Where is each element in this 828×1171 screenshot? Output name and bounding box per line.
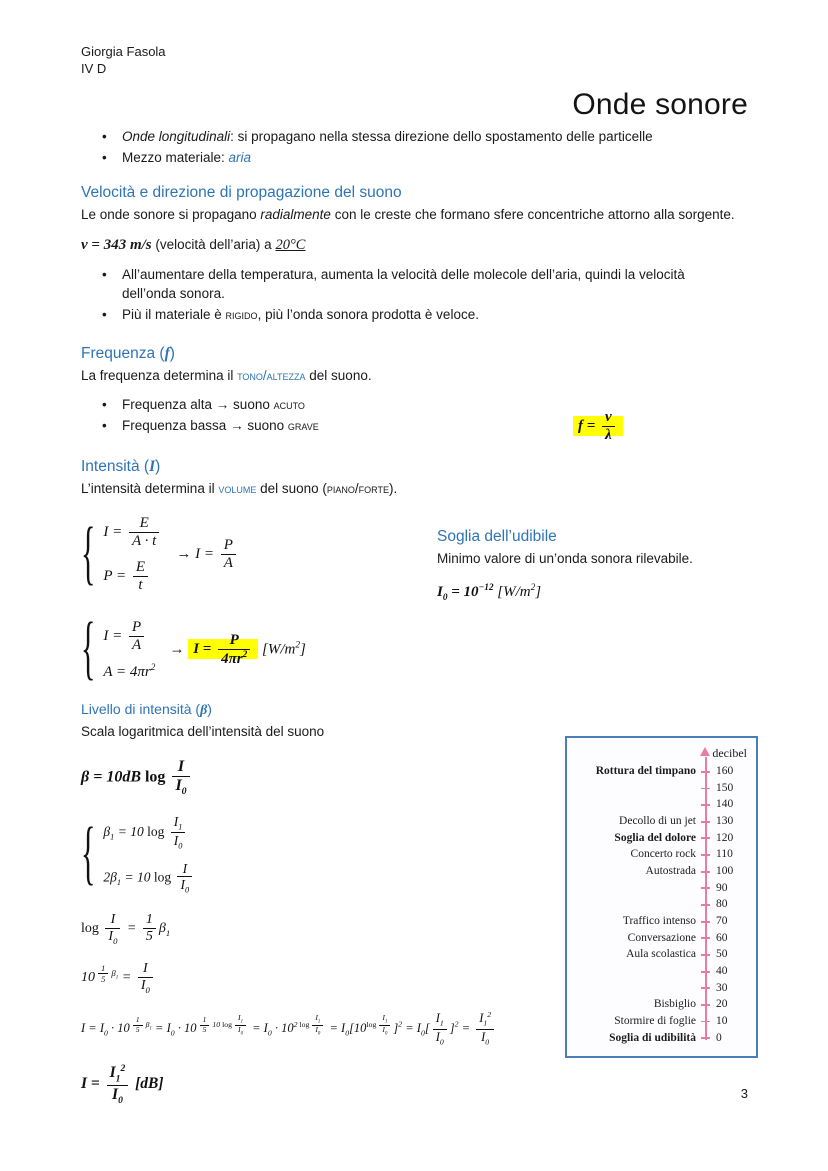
decibel-level-row [573,1016,748,1028]
decibel-level-label: Autostrada [645,864,696,877]
livello-paragraph: Scala logaritmica dell’intensità del suono [81,724,325,740]
heading-intensita [81,458,748,476]
frequenza-pre: La frequenza determina il [81,368,238,384]
decibel-level-row [573,933,748,945]
formula-power-energy: P = $\frac{E}{t}$ [103,559,151,595]
decibel-level-value: 40 [716,964,728,977]
freq-alta-pre: Frequenza alta → suono [122,397,274,413]
decibel-level-value: 140 [716,798,734,811]
bullet-mezzo-materiale [81,149,748,168]
decibel-level-value: 10 [716,1014,728,1027]
frequenza-paragraph [81,367,748,386]
velocita-paragraph [81,206,748,225]
decibel-level-label: Stormire di foglie [614,1014,696,1027]
freq-alta-caps: acuto [273,397,305,413]
intensita-post: ). [388,480,398,496]
freq-bassa-caps: grave [287,417,319,433]
decibel-level-value: 120 [716,831,734,844]
document-header [81,44,748,78]
decibel-scale-figure [565,736,758,1058]
heading-frequenza-symbol: f [164,345,170,363]
decibel-axis-caption: decibel [712,746,747,760]
velocita-text-italic: radialmente [260,206,331,222]
decibel-axis-arrow-icon [700,747,710,756]
heading-intensita-post: ) [155,457,161,475]
decibel-level-row [573,849,748,861]
speed-value: v = 343 m/s [81,237,152,254]
velocita-text-pre: Le onde sonore si propagano [81,206,261,222]
intensita-mid: del suono ( [256,480,327,496]
decibel-level-row [573,899,748,911]
formula-2beta1: $2\beta_1 = 10$ log $\frac{I}{I_0}$ [103,861,195,896]
decibel-level-value: 30 [716,981,728,994]
bullet-lead-italic: Onde longitudinali [122,128,231,144]
formula-threshold-intensity: $I_0 = 10^{-12}$ $[W/m^2]$ [437,582,542,603]
decibel-level-value: 50 [716,948,728,961]
decibel-level-label: Traffico intenso [622,914,696,927]
decibel-level-row [573,966,748,978]
frequenza-bullet-list [81,396,748,436]
decibel-level-value: 70 [716,914,728,927]
heading-velocita: Velocità e direzione di propagazione del suono [81,183,402,201]
decibel-level-row [573,816,748,828]
intensita-pre: L’intensità determina il [81,480,219,496]
decibel-rows [573,766,748,1044]
formula-speed-of-sound [81,237,748,254]
formula-intensity-area: I = $\frac{P}{A}$ [103,619,147,655]
decibel-level-row [573,783,748,795]
system-lines [103,814,195,895]
brace-left: { [81,814,96,893]
formula-intensity-energy: I = $\frac{E}{A \cdot t}$ [103,515,162,551]
decibel-level-row [573,999,748,1011]
formula-final-intensity: I = $\frac{I_1^2}{I_0}$ [dB] [81,1063,164,1106]
bullet-plain: Mezzo materiale: [122,149,229,165]
bullet-frequenza-bassa [81,417,748,436]
decibel-level-row [573,766,748,778]
rigido-caps: rigido [225,307,258,323]
decibel-level-label: Conversazione [627,931,696,944]
decibel-level-value: 60 [716,931,728,944]
decibel-level-label: Rottura del timpano [595,765,696,777]
formula-derivation: $I = I_0 \cdot 10$ $^{\frac{1}{5} \beta_1} = I_0 \cdot 10$ $^{\frac{1}{5} 10 log \frac{I_1}{I_0}}$ = $I_0 \cdot 10^{2 log \frac{I_1}{I_0}}$ = $I_0[10^{log \frac{I_1}{I_0}}$ ]$^2 = I_0$[ $\frac{I_1}{I_0}$ ]$^2$ = $\frac{I_1^2}{I_0}$ [81,1011,561,1047]
bullet-rigido [81,306,748,325]
formula-intensity-result: → I = $\frac{P}{A}$ [176,537,239,573]
frequenza-tono-altezza: tono/altezza [237,368,306,384]
heading-soglia-udibile: Soglia dell’udibile [437,528,557,545]
decibel-level-label: Bisbiglio [653,998,696,1011]
heading-livello-post: ) [207,701,212,718]
heading-livello-symbol: β [200,703,208,719]
heading-frequenza-pre: Frequenza ( [81,345,165,363]
decibel-level-row [573,916,748,928]
heading-intensita-symbol: I [149,457,156,475]
bullet-temperatura: • All’aumentare della temperatura, aumenta la velocità delle molecole dell’aria, quindi la velocità dell’onda sonora. [81,266,741,304]
heading-frequenza [81,345,748,363]
brace-left: { [81,609,96,688]
decibel-level-value: 160 [716,765,734,777]
page-number: 3 [740,1086,748,1101]
author-class: IV D [81,60,107,76]
author-name: Giorgia Fasola [81,44,166,59]
decibel-level-row [573,949,748,961]
decibel-level-value: 100 [716,864,734,877]
decibel-level-value: 80 [716,898,728,911]
decibel-level-row [573,883,748,895]
decibel-level-value: 150 [716,781,734,794]
system-intensity-sphere [81,609,748,688]
formula-intensity-sphere-result: → I = $\frac{P}{4\pi r^2}$ $[W/m^2]$ [169,631,306,667]
heading-livello-pre: Livello di intensità ( [81,701,201,718]
formula-beta-definition: β = 10dB log $\frac{I}{I_0}$ [81,758,748,798]
decibel-level-label: Concerto rock [630,848,696,861]
system-lines [103,619,155,682]
system-lines [103,515,162,595]
decibel-level-row [573,866,748,878]
freq-bassa-pre: Frequenza bassa → suono [122,417,288,433]
decibel-level-row [573,1033,748,1045]
intro-bullet-list [81,128,748,168]
speed-temperature: 20°C [275,237,306,254]
velocita-text-post: con le creste che formano sfere concentriche attorno alla sorgente. [330,206,735,222]
formula-sphere-area: $A = 4\pi r^2$ [103,663,156,681]
velocita-bullet-list [81,266,748,325]
rigido-post: , più l’onda sonora prodotta è veloce. [257,307,479,323]
frequenza-post: del suono. [305,368,372,384]
intensita-paragraph [81,480,748,499]
decibel-level-row [573,833,748,845]
decibel-level-value: 110 [716,848,733,861]
bullet-rest: : si propagano nella stessa direzione dello spostamento delle particelle [230,128,653,144]
formula-beta1: $\beta_1 = 10$ log $\frac{I_1}{I_0}$ [103,814,188,852]
brace-left: { [81,514,96,593]
bullet-onde-longitudinali [81,128,748,147]
decibel-level-value: 20 [716,998,728,1011]
page-title: Onde sonore [572,87,748,121]
bullet-frequenza-alta [81,396,748,415]
decibel-level-row [573,983,748,995]
decibel-level-label: Soglia di udibilità [609,1031,696,1044]
intensita-volume: volume [218,480,257,496]
heading-frequenza-post: ) [169,345,175,363]
decibel-level-value: 130 [716,814,734,827]
decibel-level-value: 0 [716,1031,722,1044]
formula-log-ratio: log $\frac{I}{I_0}$ = $\frac{1}{5}$ $\beta_1$ [81,911,171,946]
decibel-level-row [573,799,748,811]
decibel-level-value: 90 [716,881,728,894]
rigido-pre: Più il materiale è [122,307,226,323]
formula-frequency-highlight: f = $\frac{v}{\lambda}$ [573,409,623,445]
speed-mid-text: (velocità dell’aria) a [151,237,276,253]
decibel-axis-line [705,757,707,1040]
formula-power-ratio: 10 $^{\frac{1}{5} \beta_1}$ = $\frac{I}{I_0}$ [81,961,748,995]
heading-livello [81,701,748,719]
decibel-level-label: Soglia del dolore [614,831,696,844]
decibel-level-label: Aula scolastica [626,948,696,961]
soglia-paragraph: Minimo valore di un’onda sonora rilevabile. [437,551,693,566]
intensita-piano-forte: piano/forte [326,480,389,496]
bullet-accent-aria: aria [228,149,252,165]
heading-intensita-pre: Intensità ( [81,457,150,475]
soglia-udibile-block [437,528,748,603]
decibel-level-label: Decollo di un jet [619,814,696,827]
